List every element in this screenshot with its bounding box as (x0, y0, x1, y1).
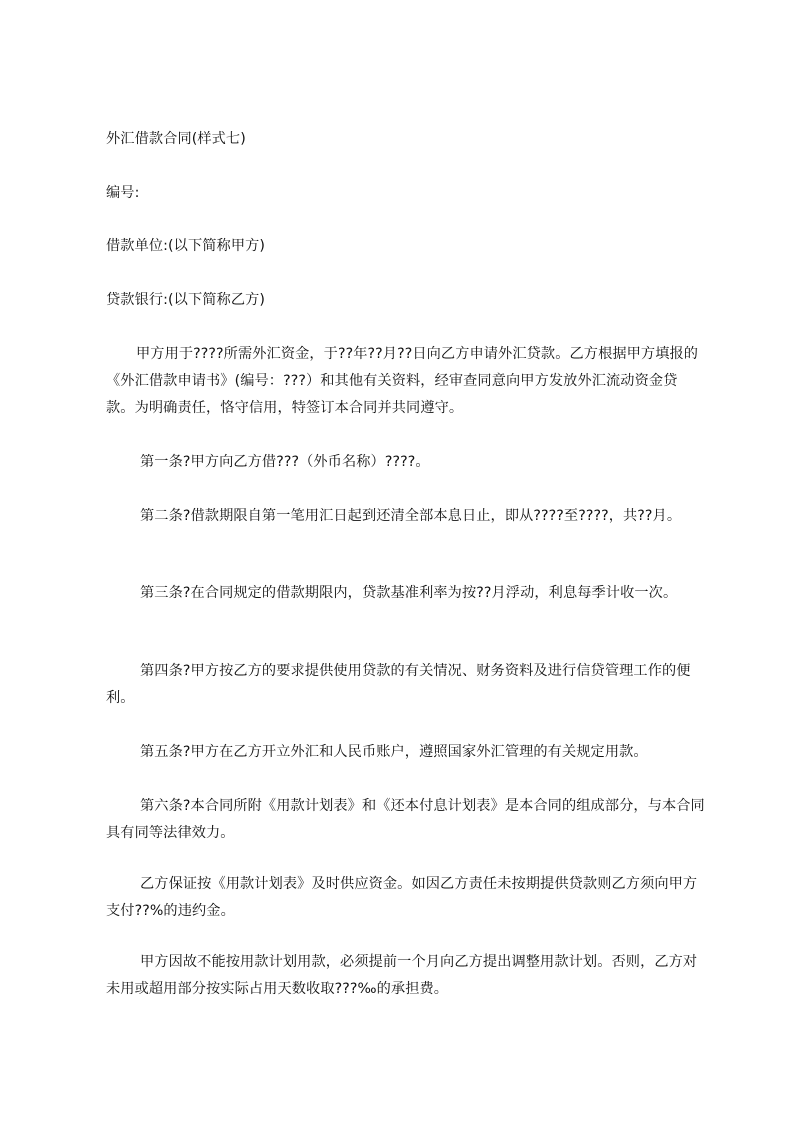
article-6: 第六条?本合同所附《用款计划表》和《还本付息计划表》是本合同的组成部分，与本合同具有同等法律效力。 (106, 798, 705, 841)
article-1: 第一条?甲方向乙方借???（外币名称）????。 (140, 454, 430, 470)
lender-obligation-clause: 乙方保证按《用款计划表》及时供应资金。如因乙方责任未按期提供贷款则乙方须向甲方支付??%的违约金。 (106, 876, 698, 919)
article-5: 第五条?甲方在乙方开立外汇和人民币账户，遵照国家外汇管理的有关规定用款。 (140, 744, 648, 760)
adjustment-clause: 甲方因故不能按用款计划用款，必须提前一个月向乙方提出调整用款计划。否则，乙方对未用或超用部分按实际占用天数收取???‰的承担费。 (106, 954, 698, 997)
borrower-label: 借款单位:(以下简称甲方) (106, 238, 266, 254)
document-title: 外汇借款合同(样式七) (106, 131, 246, 147)
preamble-paragraph: 甲方用于????所需外汇资金，于??年??月??日向乙方申请外汇贷款。乙方根据甲方填报的《外汇借款申请书》(编号：???）和其他有关资料，经审查同意向甲方发放外汇流动资金贷款。为明确责任，恪守信用，特签订本合同并共同遵守。 (106, 346, 699, 416)
article-3: 第三条?在合同规定的借款期限内，贷款基准利率为按??月浮动，利息每季计收一次。 (140, 585, 678, 601)
contract-number-label: 编号: (106, 185, 140, 201)
article-2: 第二条?借款期限自第一笔用汇日起到还清全部本息日止，即从????至????，共??月。 (140, 508, 682, 524)
lender-label: 贷款银行:(以下简称乙方) (106, 292, 266, 308)
article-4: 第四条?甲方按乙方的要求提供使用贷款的有关情况、财务资料及进行信贷管理工作的便利。 (106, 663, 691, 706)
